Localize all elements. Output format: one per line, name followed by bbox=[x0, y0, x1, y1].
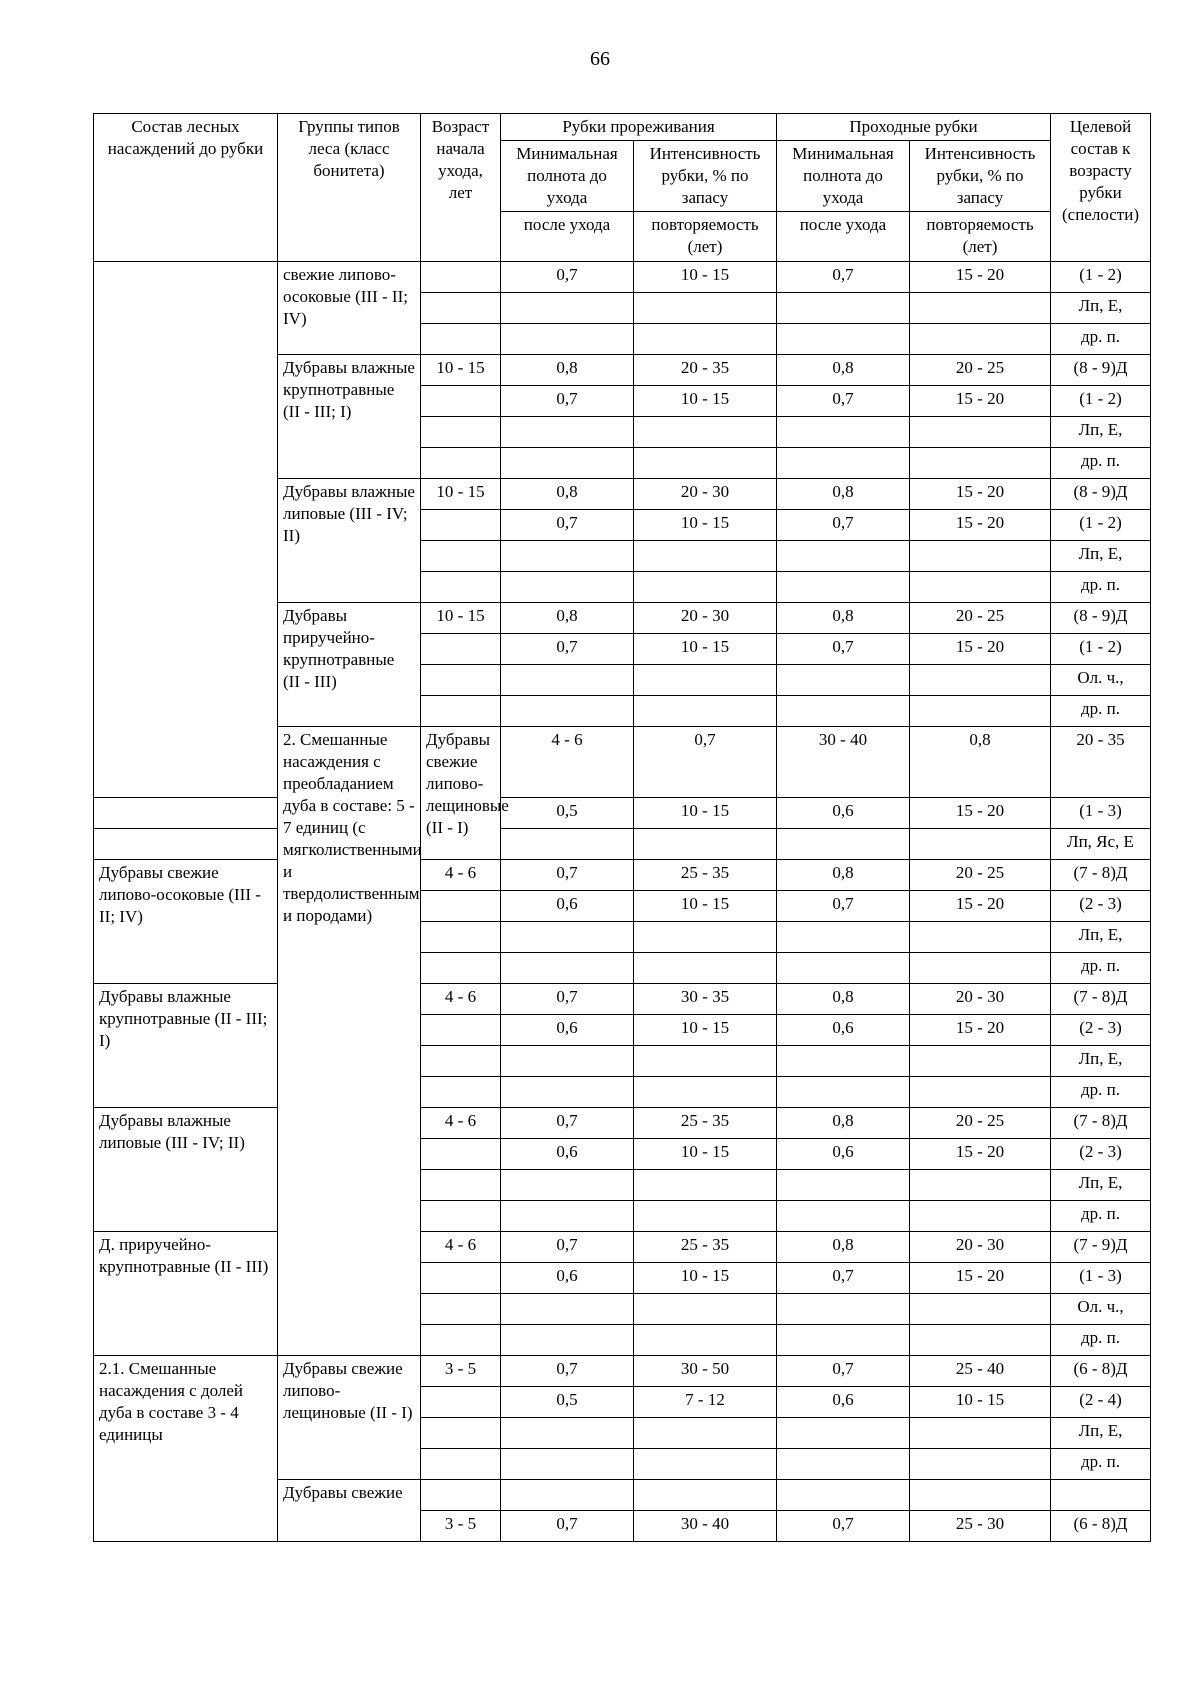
page-number: 66 bbox=[590, 48, 610, 70]
passage-min-density-cell: 0,8 bbox=[777, 1107, 910, 1138]
start-age-cell bbox=[421, 1293, 501, 1324]
passage-min-density-cell: 0,7 bbox=[777, 633, 910, 664]
target-composition-cell: (2 - 3) bbox=[1051, 1138, 1151, 1169]
thinning-intensity-cell: 30 - 50 bbox=[634, 1355, 777, 1386]
thinning-intensity-cell bbox=[634, 695, 777, 726]
passage-intensity-cell: 15 - 20 bbox=[910, 633, 1051, 664]
thinning-intensity-cell bbox=[634, 1417, 777, 1448]
passage-intensity-cell: 15 - 20 bbox=[910, 1138, 1051, 1169]
thinning-min-density-cell: 0,7 bbox=[501, 509, 634, 540]
passage-min-density-cell: 0,6 bbox=[777, 1138, 910, 1169]
start-age-cell bbox=[421, 261, 501, 292]
thinning-min-density-cell bbox=[501, 1417, 634, 1448]
target-composition-cell: (1 - 2) bbox=[1051, 261, 1151, 292]
target-composition-cell: Лп, Е, bbox=[1051, 921, 1151, 952]
table-row bbox=[94, 1355, 1151, 1386]
passage-min-density-cell bbox=[777, 416, 910, 447]
target-composition-cell: (8 - 9)Д bbox=[1051, 602, 1151, 633]
passage-intensity-cell bbox=[910, 1479, 1051, 1510]
passage-intensity-cell: 15 - 20 bbox=[910, 385, 1051, 416]
forest-type-cell: свежие липово-осоковые (III - II; IV) bbox=[278, 261, 421, 354]
table-row bbox=[94, 828, 1151, 859]
thinning-intensity-cell bbox=[634, 1076, 777, 1107]
passage-min-density-cell: 0,8 bbox=[777, 602, 910, 633]
thinning-intensity-cell: 10 - 15 bbox=[634, 1262, 777, 1293]
passage-intensity-cell: 20 - 30 bbox=[910, 983, 1051, 1014]
thinning-intensity-cell bbox=[634, 1479, 777, 1510]
passage-intensity-cell: 20 - 25 bbox=[910, 1107, 1051, 1138]
header-after-thinning: после ухода bbox=[501, 212, 634, 261]
passage-min-density-cell bbox=[777, 1293, 910, 1324]
start-age-cell bbox=[421, 952, 501, 983]
thinning-intensity-cell bbox=[634, 952, 777, 983]
thinning-min-density-cell bbox=[501, 292, 634, 323]
passage-min-density-cell: 0,7 bbox=[777, 385, 910, 416]
start-age-cell: 4 - 6 bbox=[501, 726, 634, 797]
passage-min-density-cell bbox=[777, 828, 910, 859]
forest-type-cell: Дубравы влажные крупнотравные (II - III; I) bbox=[278, 354, 421, 478]
start-age-cell bbox=[421, 890, 501, 921]
thinning-min-density-cell bbox=[501, 540, 634, 571]
thinning-min-density-cell bbox=[501, 447, 634, 478]
thinning-intensity-cell: 10 - 15 bbox=[634, 797, 777, 828]
passage-intensity-cell: 20 - 30 bbox=[910, 1231, 1051, 1262]
thinning-min-density-cell bbox=[501, 1448, 634, 1479]
thinning-min-density-cell: 0,7 bbox=[501, 1107, 634, 1138]
thinning-intensity-cell: 30 - 35 bbox=[634, 983, 777, 1014]
thinning-intensity-cell bbox=[634, 571, 777, 602]
target-composition-cell: др. п. bbox=[1051, 1200, 1151, 1231]
header-target-composition: Целевой состав к возрасту рубки (спелости) bbox=[1051, 114, 1151, 262]
header-forest-types: Группы типов леса (класс бонитета) bbox=[278, 114, 421, 262]
thinning-intensity-cell: 10 - 15 bbox=[634, 633, 777, 664]
thinning-min-density-cell bbox=[501, 952, 634, 983]
header-intensity-passage: Интенсивность рубки, % по запасу bbox=[910, 141, 1051, 212]
thinning-min-density-cell bbox=[501, 1324, 634, 1355]
target-composition-cell: Лп, Яс, Е bbox=[1051, 828, 1151, 859]
start-age-cell bbox=[421, 1262, 501, 1293]
header-min-density-passage: Минимальная полнота до ухода bbox=[777, 141, 910, 212]
passage-intensity-cell bbox=[910, 828, 1051, 859]
passage-min-density-cell: 0,7 bbox=[777, 261, 910, 292]
thinning-min-density-cell: 0,8 bbox=[501, 602, 634, 633]
target-composition-cell: (7 - 8)Д bbox=[1051, 983, 1151, 1014]
start-age-cell bbox=[421, 664, 501, 695]
table-row bbox=[94, 1231, 1151, 1262]
passage-min-density-cell bbox=[777, 1417, 910, 1448]
target-composition-cell: (6 - 8)Д bbox=[1051, 1355, 1151, 1386]
passage-min-density-cell bbox=[777, 540, 910, 571]
thinning-min-density-cell bbox=[501, 416, 634, 447]
thinning-intensity-cell: 10 - 15 bbox=[634, 385, 777, 416]
composition-cell bbox=[94, 261, 278, 797]
start-age-cell: 4 - 6 bbox=[421, 1107, 501, 1138]
forest-type-cell: Дубравы свежие липово-лещиновые (II - I) bbox=[421, 726, 501, 859]
passage-intensity-cell bbox=[910, 695, 1051, 726]
target-composition-cell: др. п. bbox=[1051, 447, 1151, 478]
passage-intensity-cell: 20 - 35 bbox=[1051, 726, 1151, 797]
start-age-cell: 10 - 15 bbox=[421, 602, 501, 633]
thinning-min-density-cell bbox=[501, 921, 634, 952]
target-composition-cell: (1 - 2) bbox=[1051, 509, 1151, 540]
start-age-cell bbox=[421, 1169, 501, 1200]
thinning-min-density-cell: 0,6 bbox=[501, 1138, 634, 1169]
passage-min-density-cell: 0,8 bbox=[777, 859, 910, 890]
thinning-min-density-cell: 0,8 bbox=[501, 354, 634, 385]
forest-type-cell: Дубравы свежие bbox=[278, 1479, 421, 1541]
target-composition-cell: (1 - 2) bbox=[1051, 633, 1151, 664]
passage-min-density-cell bbox=[777, 921, 910, 952]
table-row bbox=[94, 983, 1151, 1014]
start-age-cell bbox=[421, 1417, 501, 1448]
passage-min-density-cell bbox=[777, 952, 910, 983]
thinning-intensity-cell: 30 - 40 bbox=[634, 1510, 777, 1541]
start-age-cell bbox=[421, 509, 501, 540]
thinning-intensity-cell: 30 - 40 bbox=[777, 726, 910, 797]
passage-min-density-cell bbox=[777, 292, 910, 323]
start-age-cell bbox=[421, 1138, 501, 1169]
target-composition-cell: (2 - 3) bbox=[1051, 890, 1151, 921]
passage-intensity-cell bbox=[910, 1169, 1051, 1200]
passage-intensity-cell bbox=[910, 540, 1051, 571]
thinning-min-density-cell: 0,6 bbox=[501, 890, 634, 921]
thinning-min-density-cell bbox=[501, 828, 634, 859]
start-age-cell: 10 - 15 bbox=[421, 478, 501, 509]
thinning-intensity-cell: 10 - 15 bbox=[634, 1138, 777, 1169]
passage-min-density-cell: 0,8 bbox=[777, 354, 910, 385]
target-composition-cell: (8 - 9)Д bbox=[1051, 478, 1151, 509]
start-age-cell: 3 - 5 bbox=[421, 1355, 501, 1386]
forest-type-cell: Дубравы свежие липово-осоковые (III - II; IV) bbox=[94, 859, 278, 983]
start-age-cell bbox=[421, 571, 501, 602]
start-age-cell bbox=[94, 797, 278, 828]
target-composition-cell: др. п. bbox=[1051, 1076, 1151, 1107]
forest-type-cell: Дубравы приручейно-крупнотравные (II - III) bbox=[278, 602, 421, 726]
thinning-min-density-cell bbox=[501, 1045, 634, 1076]
thinning-intensity-cell: 20 - 35 bbox=[634, 354, 777, 385]
thinning-min-density-cell bbox=[501, 1076, 634, 1107]
table-row bbox=[94, 859, 1151, 890]
passage-min-density-cell bbox=[777, 1076, 910, 1107]
header-after-passage: после ухода bbox=[777, 212, 910, 261]
start-age-cell: 4 - 6 bbox=[421, 859, 501, 890]
table-header bbox=[94, 114, 1151, 262]
passage-intensity-cell: 15 - 20 bbox=[910, 261, 1051, 292]
target-composition-cell: Лп, Е, bbox=[1051, 1045, 1151, 1076]
passage-intensity-cell bbox=[910, 952, 1051, 983]
start-age-cell bbox=[421, 447, 501, 478]
passage-intensity-cell bbox=[910, 1200, 1051, 1231]
target-composition-cell: др. п. bbox=[1051, 952, 1151, 983]
target-composition-cell: (2 - 3) bbox=[1051, 1014, 1151, 1045]
thinning-min-density-cell: 0,5 bbox=[501, 1386, 634, 1417]
start-age-cell bbox=[94, 828, 278, 859]
thinning-intensity-cell: 10 - 15 bbox=[634, 890, 777, 921]
thinning-intensity-cell bbox=[634, 1324, 777, 1355]
passage-min-density-cell: 0,7 bbox=[777, 1510, 910, 1541]
thinning-intensity-cell bbox=[634, 416, 777, 447]
thinning-min-density-cell: 0,7 bbox=[634, 726, 777, 797]
passage-min-density-cell: 0,7 bbox=[777, 1355, 910, 1386]
passage-intensity-cell: 15 - 20 bbox=[910, 1014, 1051, 1045]
thinning-intensity-cell bbox=[634, 1448, 777, 1479]
start-age-cell: 4 - 6 bbox=[421, 1231, 501, 1262]
passage-min-density-cell bbox=[777, 1169, 910, 1200]
passage-intensity-cell bbox=[910, 1293, 1051, 1324]
start-age-cell bbox=[421, 1386, 501, 1417]
target-composition-cell: (1 - 3) bbox=[1051, 797, 1151, 828]
thinning-intensity-cell: 10 - 15 bbox=[634, 1014, 777, 1045]
passage-intensity-cell: 15 - 20 bbox=[910, 509, 1051, 540]
passage-intensity-cell bbox=[910, 921, 1051, 952]
passage-intensity-cell bbox=[910, 447, 1051, 478]
start-age-cell bbox=[421, 1200, 501, 1231]
forest-type-cell: Дубравы влажные липовые (III - IV; II) bbox=[94, 1107, 278, 1231]
thinning-min-density-cell: 0,7 bbox=[501, 1510, 634, 1541]
composition-cell: 2.1. Смешанные насаждения с долей дуба в составе 3 - 4 единицы bbox=[94, 1355, 278, 1541]
target-composition-cell: (1 - 3) bbox=[1051, 1262, 1151, 1293]
passage-intensity-cell bbox=[910, 416, 1051, 447]
passage-min-density-cell bbox=[777, 571, 910, 602]
thinning-intensity-cell: 25 - 35 bbox=[634, 1107, 777, 1138]
forest-type-cell: Дубравы влажные крупнотравные (II - III; I) bbox=[94, 983, 278, 1107]
passage-intensity-cell bbox=[910, 664, 1051, 695]
passage-intensity-cell: 15 - 20 bbox=[910, 478, 1051, 509]
passage-min-density-cell: 0,6 bbox=[777, 1386, 910, 1417]
passage-min-density-cell bbox=[777, 664, 910, 695]
target-composition-cell: Ол. ч., bbox=[1051, 664, 1151, 695]
thinning-min-density-cell: 0,8 bbox=[501, 478, 634, 509]
passage-min-density-cell: 0,7 bbox=[777, 1262, 910, 1293]
thinning-min-density-cell bbox=[501, 571, 634, 602]
thinning-intensity-cell: 7 - 12 bbox=[634, 1386, 777, 1417]
thinning-min-density-cell bbox=[501, 1479, 634, 1510]
passage-intensity-cell: 20 - 25 bbox=[910, 354, 1051, 385]
start-age-cell bbox=[421, 292, 501, 323]
thinning-min-density-cell bbox=[501, 323, 634, 354]
passage-intensity-cell: 25 - 40 bbox=[910, 1355, 1051, 1386]
passage-intensity-cell bbox=[910, 1076, 1051, 1107]
table-body bbox=[94, 261, 1151, 1541]
thinning-min-density-cell bbox=[501, 664, 634, 695]
target-composition-cell: др. п. bbox=[1051, 1324, 1151, 1355]
passage-min-density-cell: 0,6 bbox=[777, 1014, 910, 1045]
header-start-age: Возраст начала ухода, лет bbox=[421, 114, 501, 262]
thinning-min-density-cell bbox=[501, 1169, 634, 1200]
thinning-intensity-cell: 20 - 30 bbox=[634, 602, 777, 633]
start-age-cell bbox=[421, 323, 501, 354]
forest-type-cell: Дубравы свежие липово-лещиновые (II - I) bbox=[278, 1355, 421, 1479]
thinning-intensity-cell bbox=[634, 921, 777, 952]
forest-type-cell: Дубравы влажные липовые (III - IV; II) bbox=[278, 478, 421, 602]
target-composition-cell: (6 - 8)Д bbox=[1051, 1510, 1151, 1541]
passage-min-density-cell bbox=[777, 695, 910, 726]
target-composition-cell: Лп, Е, bbox=[1051, 416, 1151, 447]
start-age-cell bbox=[421, 695, 501, 726]
thinning-min-density-cell bbox=[501, 1293, 634, 1324]
thinning-intensity-cell: 20 - 30 bbox=[634, 478, 777, 509]
start-age-cell: 3 - 5 bbox=[421, 1510, 501, 1541]
passage-min-density-cell: 0,8 bbox=[777, 478, 910, 509]
target-composition-cell: др. п. bbox=[1051, 323, 1151, 354]
forest-care-table bbox=[93, 113, 1151, 1542]
start-age-cell bbox=[421, 1045, 501, 1076]
thinning-intensity-cell bbox=[634, 447, 777, 478]
target-composition-cell: (7 - 8)Д bbox=[1051, 859, 1151, 890]
target-composition-cell: (2 - 4) bbox=[1051, 1386, 1151, 1417]
start-age-cell bbox=[421, 1076, 501, 1107]
passage-min-density-cell bbox=[777, 1200, 910, 1231]
header-repeat-passage: повторяемость (лет) bbox=[910, 212, 1051, 261]
passage-intensity-cell: 15 - 20 bbox=[910, 890, 1051, 921]
target-composition-cell: др. п. bbox=[1051, 1448, 1151, 1479]
passage-intensity-cell: 25 - 30 bbox=[910, 1510, 1051, 1541]
passage-min-density-cell bbox=[777, 1448, 910, 1479]
passage-intensity-cell: 10 - 15 bbox=[910, 1386, 1051, 1417]
thinning-intensity-cell bbox=[634, 1200, 777, 1231]
target-composition-cell: (7 - 9)Д bbox=[1051, 1231, 1151, 1262]
passage-min-density-cell: 0,8 bbox=[777, 1231, 910, 1262]
thinning-intensity-cell bbox=[634, 540, 777, 571]
target-composition-cell: (1 - 2) bbox=[1051, 385, 1151, 416]
start-age-cell bbox=[421, 1448, 501, 1479]
thinning-min-density-cell: 0,7 bbox=[501, 983, 634, 1014]
composition-cell: 2. Смешанные насаждения с преобладанием дуба в составе: 5 - 7 единиц (с мягколиственными и твердолиственным и породами) bbox=[278, 726, 421, 1355]
thinning-min-density-cell: 0,5 bbox=[501, 797, 634, 828]
header-intensity-thinning: Интенсивность рубки, % по запасу bbox=[634, 141, 777, 212]
thinning-intensity-cell bbox=[634, 292, 777, 323]
target-composition-cell: др. п. bbox=[1051, 695, 1151, 726]
target-composition-cell: Лп, Е, bbox=[1051, 292, 1151, 323]
header-repeat-thinning: повторяемость (лет) bbox=[634, 212, 777, 261]
target-composition-cell: Лп, Е, bbox=[1051, 1169, 1151, 1200]
passage-min-density-cell: 0,7 bbox=[777, 890, 910, 921]
thinning-min-density-cell: 0,7 bbox=[501, 1355, 634, 1386]
passage-min-density-cell bbox=[777, 447, 910, 478]
thinning-min-density-cell: 0,6 bbox=[501, 1014, 634, 1045]
forest-type-cell: Д. приручейно-крупнотравные (II - III) bbox=[94, 1231, 278, 1355]
target-composition-cell: (8 - 9)Д bbox=[1051, 354, 1151, 385]
passage-min-density-cell bbox=[777, 323, 910, 354]
thinning-min-density-cell bbox=[501, 695, 634, 726]
passage-min-density-cell: 0,6 bbox=[777, 797, 910, 828]
header-passage-cuttings: Проходные рубки bbox=[777, 114, 1051, 141]
thinning-min-density-cell: 0,7 bbox=[501, 261, 634, 292]
thinning-min-density-cell: 0,7 bbox=[501, 633, 634, 664]
header-composition: Состав лесных насаждений до рубки bbox=[94, 114, 278, 262]
target-composition-cell: Лп, Е, bbox=[1051, 540, 1151, 571]
thinning-intensity-cell bbox=[634, 1045, 777, 1076]
target-composition-cell: Ол. ч., bbox=[1051, 1293, 1151, 1324]
target-composition-cell: Лп, Е, bbox=[1051, 1417, 1151, 1448]
passage-intensity-cell: 20 - 25 bbox=[910, 602, 1051, 633]
thinning-intensity-cell bbox=[634, 664, 777, 695]
start-age-cell: 4 - 6 bbox=[421, 983, 501, 1014]
passage-intensity-cell bbox=[910, 571, 1051, 602]
thinning-intensity-cell bbox=[634, 323, 777, 354]
passage-intensity-cell: 15 - 20 bbox=[910, 1262, 1051, 1293]
passage-min-density-cell: 0,7 bbox=[777, 509, 910, 540]
start-age-cell bbox=[421, 1324, 501, 1355]
start-age-cell bbox=[421, 1014, 501, 1045]
start-age-cell bbox=[421, 540, 501, 571]
passage-intensity-cell bbox=[910, 1448, 1051, 1479]
passage-min-density-cell bbox=[777, 1324, 910, 1355]
passage-min-density-cell: 0,8 bbox=[777, 983, 910, 1014]
table-row bbox=[94, 797, 1151, 828]
passage-intensity-cell: 15 - 20 bbox=[910, 797, 1051, 828]
header-thinning: Рубки прореживания bbox=[501, 114, 777, 141]
start-age-cell bbox=[421, 1479, 501, 1510]
start-age-cell bbox=[421, 921, 501, 952]
thinning-intensity-cell: 10 - 15 bbox=[634, 261, 777, 292]
start-age-cell: 10 - 15 bbox=[421, 354, 501, 385]
passage-intensity-cell bbox=[910, 1045, 1051, 1076]
thinning-intensity-cell bbox=[634, 1293, 777, 1324]
thinning-min-density-cell: 0,6 bbox=[501, 1262, 634, 1293]
thinning-min-density-cell bbox=[501, 1200, 634, 1231]
passage-intensity-cell bbox=[910, 1324, 1051, 1355]
passage-intensity-cell bbox=[910, 323, 1051, 354]
thinning-min-density-cell: 0,7 bbox=[501, 385, 634, 416]
passage-min-density-cell bbox=[777, 1045, 910, 1076]
table-row bbox=[94, 1107, 1151, 1138]
header-min-density-thinning: Минимальная полнота до ухода bbox=[501, 141, 634, 212]
passage-min-density-cell bbox=[777, 1479, 910, 1510]
target-composition-cell: (7 - 8)Д bbox=[1051, 1107, 1151, 1138]
passage-min-density-cell: 0,8 bbox=[910, 726, 1051, 797]
thinning-intensity-cell: 10 - 15 bbox=[634, 509, 777, 540]
thinning-intensity-cell bbox=[634, 828, 777, 859]
thinning-intensity-cell bbox=[634, 1169, 777, 1200]
start-age-cell bbox=[421, 416, 501, 447]
target-composition-cell bbox=[1051, 1479, 1151, 1510]
target-composition-cell: др. п. bbox=[1051, 571, 1151, 602]
thinning-intensity-cell: 25 - 35 bbox=[634, 859, 777, 890]
passage-intensity-cell: 20 - 25 bbox=[910, 859, 1051, 890]
start-age-cell bbox=[421, 385, 501, 416]
passage-intensity-cell bbox=[910, 1417, 1051, 1448]
passage-intensity-cell bbox=[910, 292, 1051, 323]
table-row bbox=[94, 261, 1151, 292]
thinning-intensity-cell: 25 - 35 bbox=[634, 1231, 777, 1262]
thinning-min-density-cell: 0,7 bbox=[501, 1231, 634, 1262]
thinning-min-density-cell: 0,7 bbox=[501, 859, 634, 890]
start-age-cell bbox=[421, 633, 501, 664]
